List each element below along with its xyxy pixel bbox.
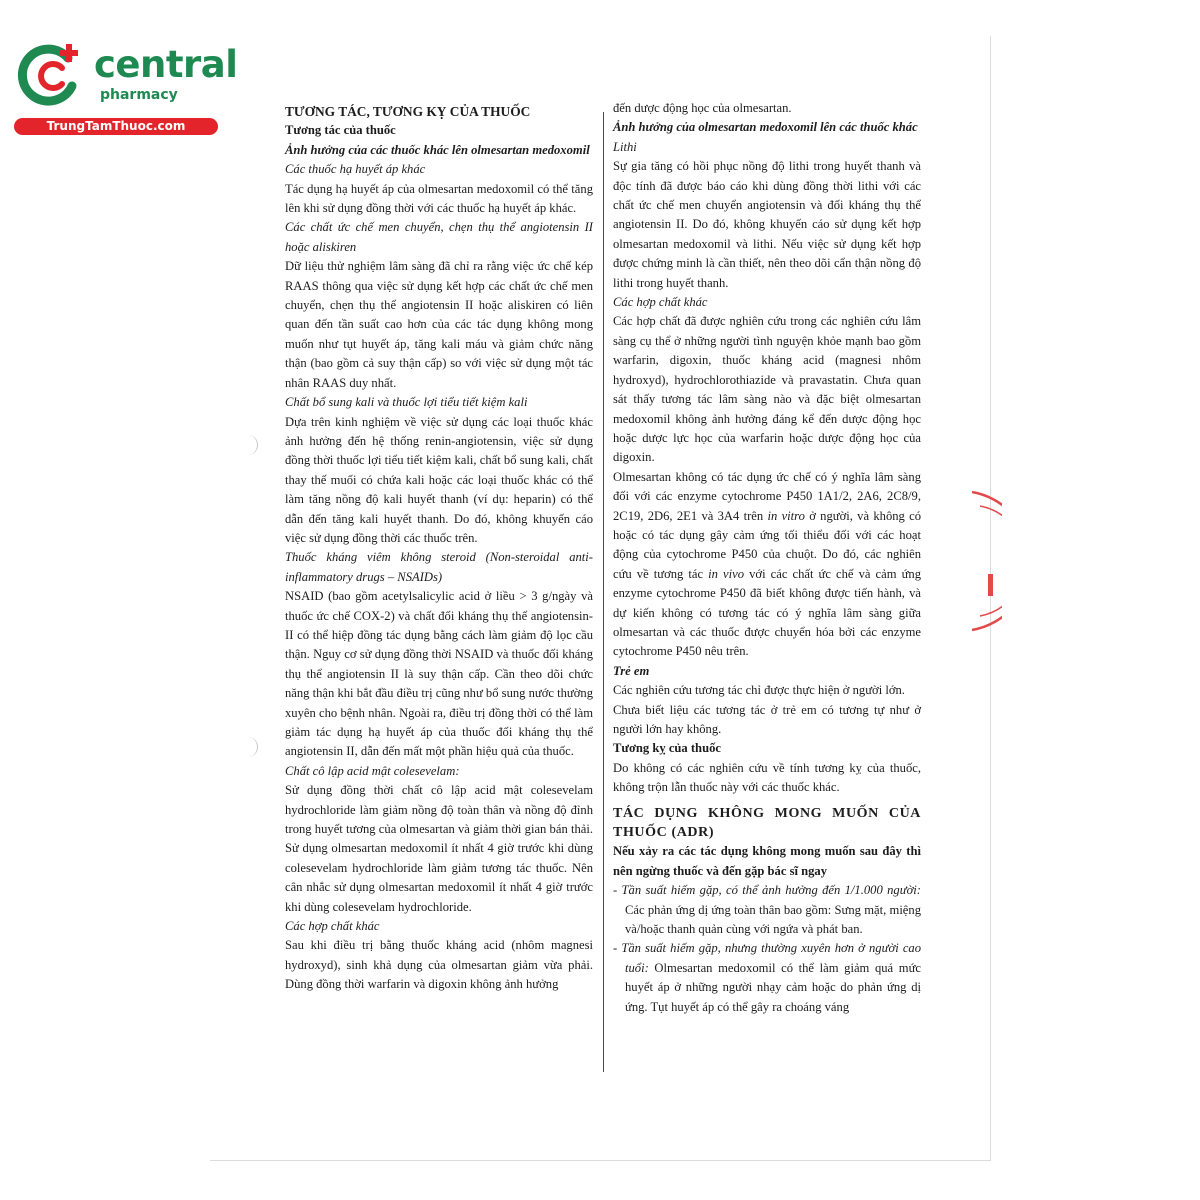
right-column [613,99,921,1017]
text: với các chất ức chế và cảm ứng enzyme cytochrome P450 đã biết không được tiến hành, và dự kiến không có tương tác có ý nghĩa lâm sàng giữa olmesartan và các thuốc được chuyển hóa bởi các enzyme cytochrome P450 nêu trên. [613,566,922,659]
paragraph: đến dược động học của olmesartan. [613,101,792,115]
topic-heading: Các chất ức chế men chuyển, chẹn thụ thể angiotensin II hoặc aliskiren [285,220,593,254]
column-divider [603,112,604,1072]
subsection-heading: Tương tác của thuốc [285,123,396,138]
subsection-heading: Ảnh hưởng của các thuốc khác lên olmesartan medoxomil [285,142,590,157]
paragraph: Chưa biết liệu các tương tác ở trẻ em có tương tự như ở người lớn hay không. [613,702,921,736]
brand-subtitle: pharmacy [100,87,178,103]
paragraph: Dựa trên kinh nghiệm về việc sử dụng các loại thuốc khác ảnh hưởng đến hệ thống renin-angiotensin, việc sử dụng đồng thời thuốc lợi tiểu tiết kiệm kali, chất bổ sung kali, chất thay thế muối có chứa kali hoặc các loại thuốc khác có thể làm tăng nồng độ kali huyết thanh (ví dụ: heparin) có thể dẫn đến tăng kali huyết thanh. Do đó, không khuyến cáo việc sử dụng đồng thời các thuốc trên. [285,414,593,545]
topic-heading: Các thuốc hạ huyết áp khác [285,162,426,177]
paragraph: Sử dụng đồng thời chất cô lập acid mật colesevelam hydrochloride làm giảm nồng độ toàn thân và nồng độ đỉnh trong huyết tương của olmesartan và giảm thời gian bán thải. Sử dụng olmesartan medoxomil ít nhất 4 giờ trước khi dùng colesevelam hydrochloride làm giảm tương tác thuốc. Nên cân nhắc sử dụng olmesartan medoxomil ít nhất 4 giờ trước khi dùng colesevelam hydrochloride. [285,783,593,914]
warning-text: Nếu xảy ra các tác dụng không mong muốn sau đây thì nên ngừng thuốc và đến gặp bác sĩ ngay [613,844,921,878]
text: Tần suất hiếm gặp, nhưng thường xuyên hơn ở người cao tuổi: [621,941,921,975]
paragraph [613,468,921,662]
list-item: - Tần suất hiếm gặp, có thể ảnh hưởng đến 1/1.000 người: Các phản ứng dị ứng toàn thân bao gồm: Sưng mặt, miệng và/hoặc thanh quản cùng với ngứa và phát ban. [613,883,921,937]
paragraph: Tác dụng hạ huyết áp của olmesartan medoxomil có thể tăng lên khi sử dụng đồng thời với các thuốc hạ huyết áp khác. [285,181,593,216]
topic-heading: Trẻ em [613,663,650,678]
left-column [285,102,593,995]
paragraph: Các hợp chất đã được nghiên cứu trong các nghiên cứu lâm sàng cụ thể ở những người tình nguyện khỏe mạnh bao gồm warfarin, digoxin, thuốc kháng acid (magnesi nhôm hydroxyd), hydrochlorothiazide và pravastatin. Chưa quan sát thấy tương tác lâm sàng nào và đặc biệt olmesartan medoxomil không ảnh hưởng đáng kể đến dược động học hoặc dược lực học của warfarin hoặc dược động học của digoxin. [613,314,921,465]
topic-heading: Lithi [613,139,637,154]
pharmacy-logo-icon [12,38,86,112]
paragraph: Sau khi điều trị bằng thuốc kháng acid (nhôm magnesi hydroxyd), sinh khả dụng của olmesartan giảm vừa phải. Dùng đồng thời warfarin và digoxin không ảnh hưởng [285,938,593,992]
text: Olmesartan medoxomil có thể làm giảm quá mức huyết áp ở những người nhạy cảm hoặc do phản ứng dị ứng. Tụt huyết áp có thể gây ra choáng váng [625,960,921,1014]
text: Olmesartan không có tác dụng ức chế có ý nghĩa lâm sàng đối với các enzyme cytochrome P450 1A1/2, 2A6, 2C8/9, 2C19, 2D6, 2E1 và 3A4 trên [613,469,921,523]
section-title: TƯƠNG TÁC, TƯƠNG KỴ CỦA THUỐC [285,104,531,119]
paragraph: Do không có các nghiên cứu về tính tương kỵ của thuốc, không trộn lẫn thuốc này với các thuốc khác. [613,760,921,795]
section-title: TÁC DỤNG KHÔNG MONG MUỐN CỦA THUỐC (ADR) [613,805,921,841]
brand-logo [8,36,238,136]
subsection-heading: Ảnh hưởng của olmesartan medoxomil lên các thuốc khác [613,120,918,135]
text: ở người, và không có hoặc có tác dụng gây cảm ứng tối thiểu đối với các hoạt động của cytochrome P450 của chuột. Do đó, các nghiên cứu về tương tác [613,508,922,581]
topic-heading: Các hợp chất khác [285,919,380,934]
topic-heading: Chất bổ sung kali và thuốc lợi tiểu tiết kiệm kali [285,395,528,410]
subsection-heading: Tương kỵ của thuốc [613,741,721,756]
topic-heading: Thuốc kháng viêm không steroid (Non-steroidal anti-inflammatory drugs – NSAIDs) [285,550,593,584]
topic-heading: Chất cô lập acid mật colesevelam: [285,763,460,778]
text: Các phản ứng dị ứng toàn thân bao gồm: Sưng mặt, miệng và/hoặc thanh quản cùng với ngứa và phát ban. [625,902,921,937]
brand-name: central [94,43,238,86]
text: in vivo [708,566,745,581]
punch-hole [239,737,258,757]
list-item: - Tần suất hiếm gặp, nhưng thường xuyên hơn ở người cao tuổi: Olmesartan medoxomil có thể làm giảm quá mức huyết áp ở những người nhạy cảm hoặc do phản ứng dị ứng. Tụt huyết áp có thể gây ra choáng váng [613,941,921,1014]
topic-heading: Các hợp chất khác [613,295,708,310]
punch-hole [239,435,258,455]
paragraph: NSAID (bao gồm acetylsalicylic acid ở liều > 3 g/ngày và thuốc ức chế COX-2) và chất đối kháng thụ thể angiotensin-II có thể hiệp đồng tác dụng bằng cách làm giảm độ lọc cầu thận. Nguy cơ sử dụng đồng thời NSAID và thuốc đối kháng thụ thể angiotensin II là suy thận cấp. Cần theo dõi chức năng thận khi bắt đầu điều trị cũng như bổ sung nước thường xuyên cho bệnh nhân. Ngoài ra, điều trị đồng thời có thể làm giảm tác dụng hạ huyết áp của thuốc đối kháng thụ thể angiotensin II, dẫn đến mất một phần hiệu quả của thuốc. [285,589,594,759]
text: in vitro [767,508,805,523]
brand-url[interactable]: TrungTamThuoc.com [14,118,218,135]
red-stamp-icon [962,486,1002,636]
paragraph: Các nghiên cứu tương tác chỉ được thực hiện ở người lớn. [613,683,905,698]
text: Tần suất hiếm gặp, có thể ảnh hưởng đến 1/1.000 người: [621,883,921,898]
paragraph: Dữ liệu thử nghiệm lâm sàng đã chỉ ra rằng việc ức chế kép RAAS thông qua việc sử dụng kết hợp các chất ức chế men chuyển, chẹn thụ thể angiotensin II hoặc aliskiren có liên quan đến tần suất cao hơn của các tác dụng không mong muốn như tụt huyết áp, tăng kali máu và giảm chức năng thận (bao gồm cả suy thận cấp) so với việc sử dụng một tác nhân RAAS duy nhất. [285,259,593,390]
paragraph: Sự gia tăng có hồi phục nồng độ lithi trong huyết thanh và độc tính đã được báo cáo khi dùng đồng thời lithi với các chất ức chế men chuyển angiotensin và đối kháng thụ thể angiotensin II. Do đó, không khuyến cáo sử dụng kết hợp olmesartan medoxomil và lithi. Nếu việc sử dụng kết hợp được chứng minh là cần thiết, nên theo dõi cẩn thận nồng độ lithi trong huyết thanh. [613,159,921,290]
